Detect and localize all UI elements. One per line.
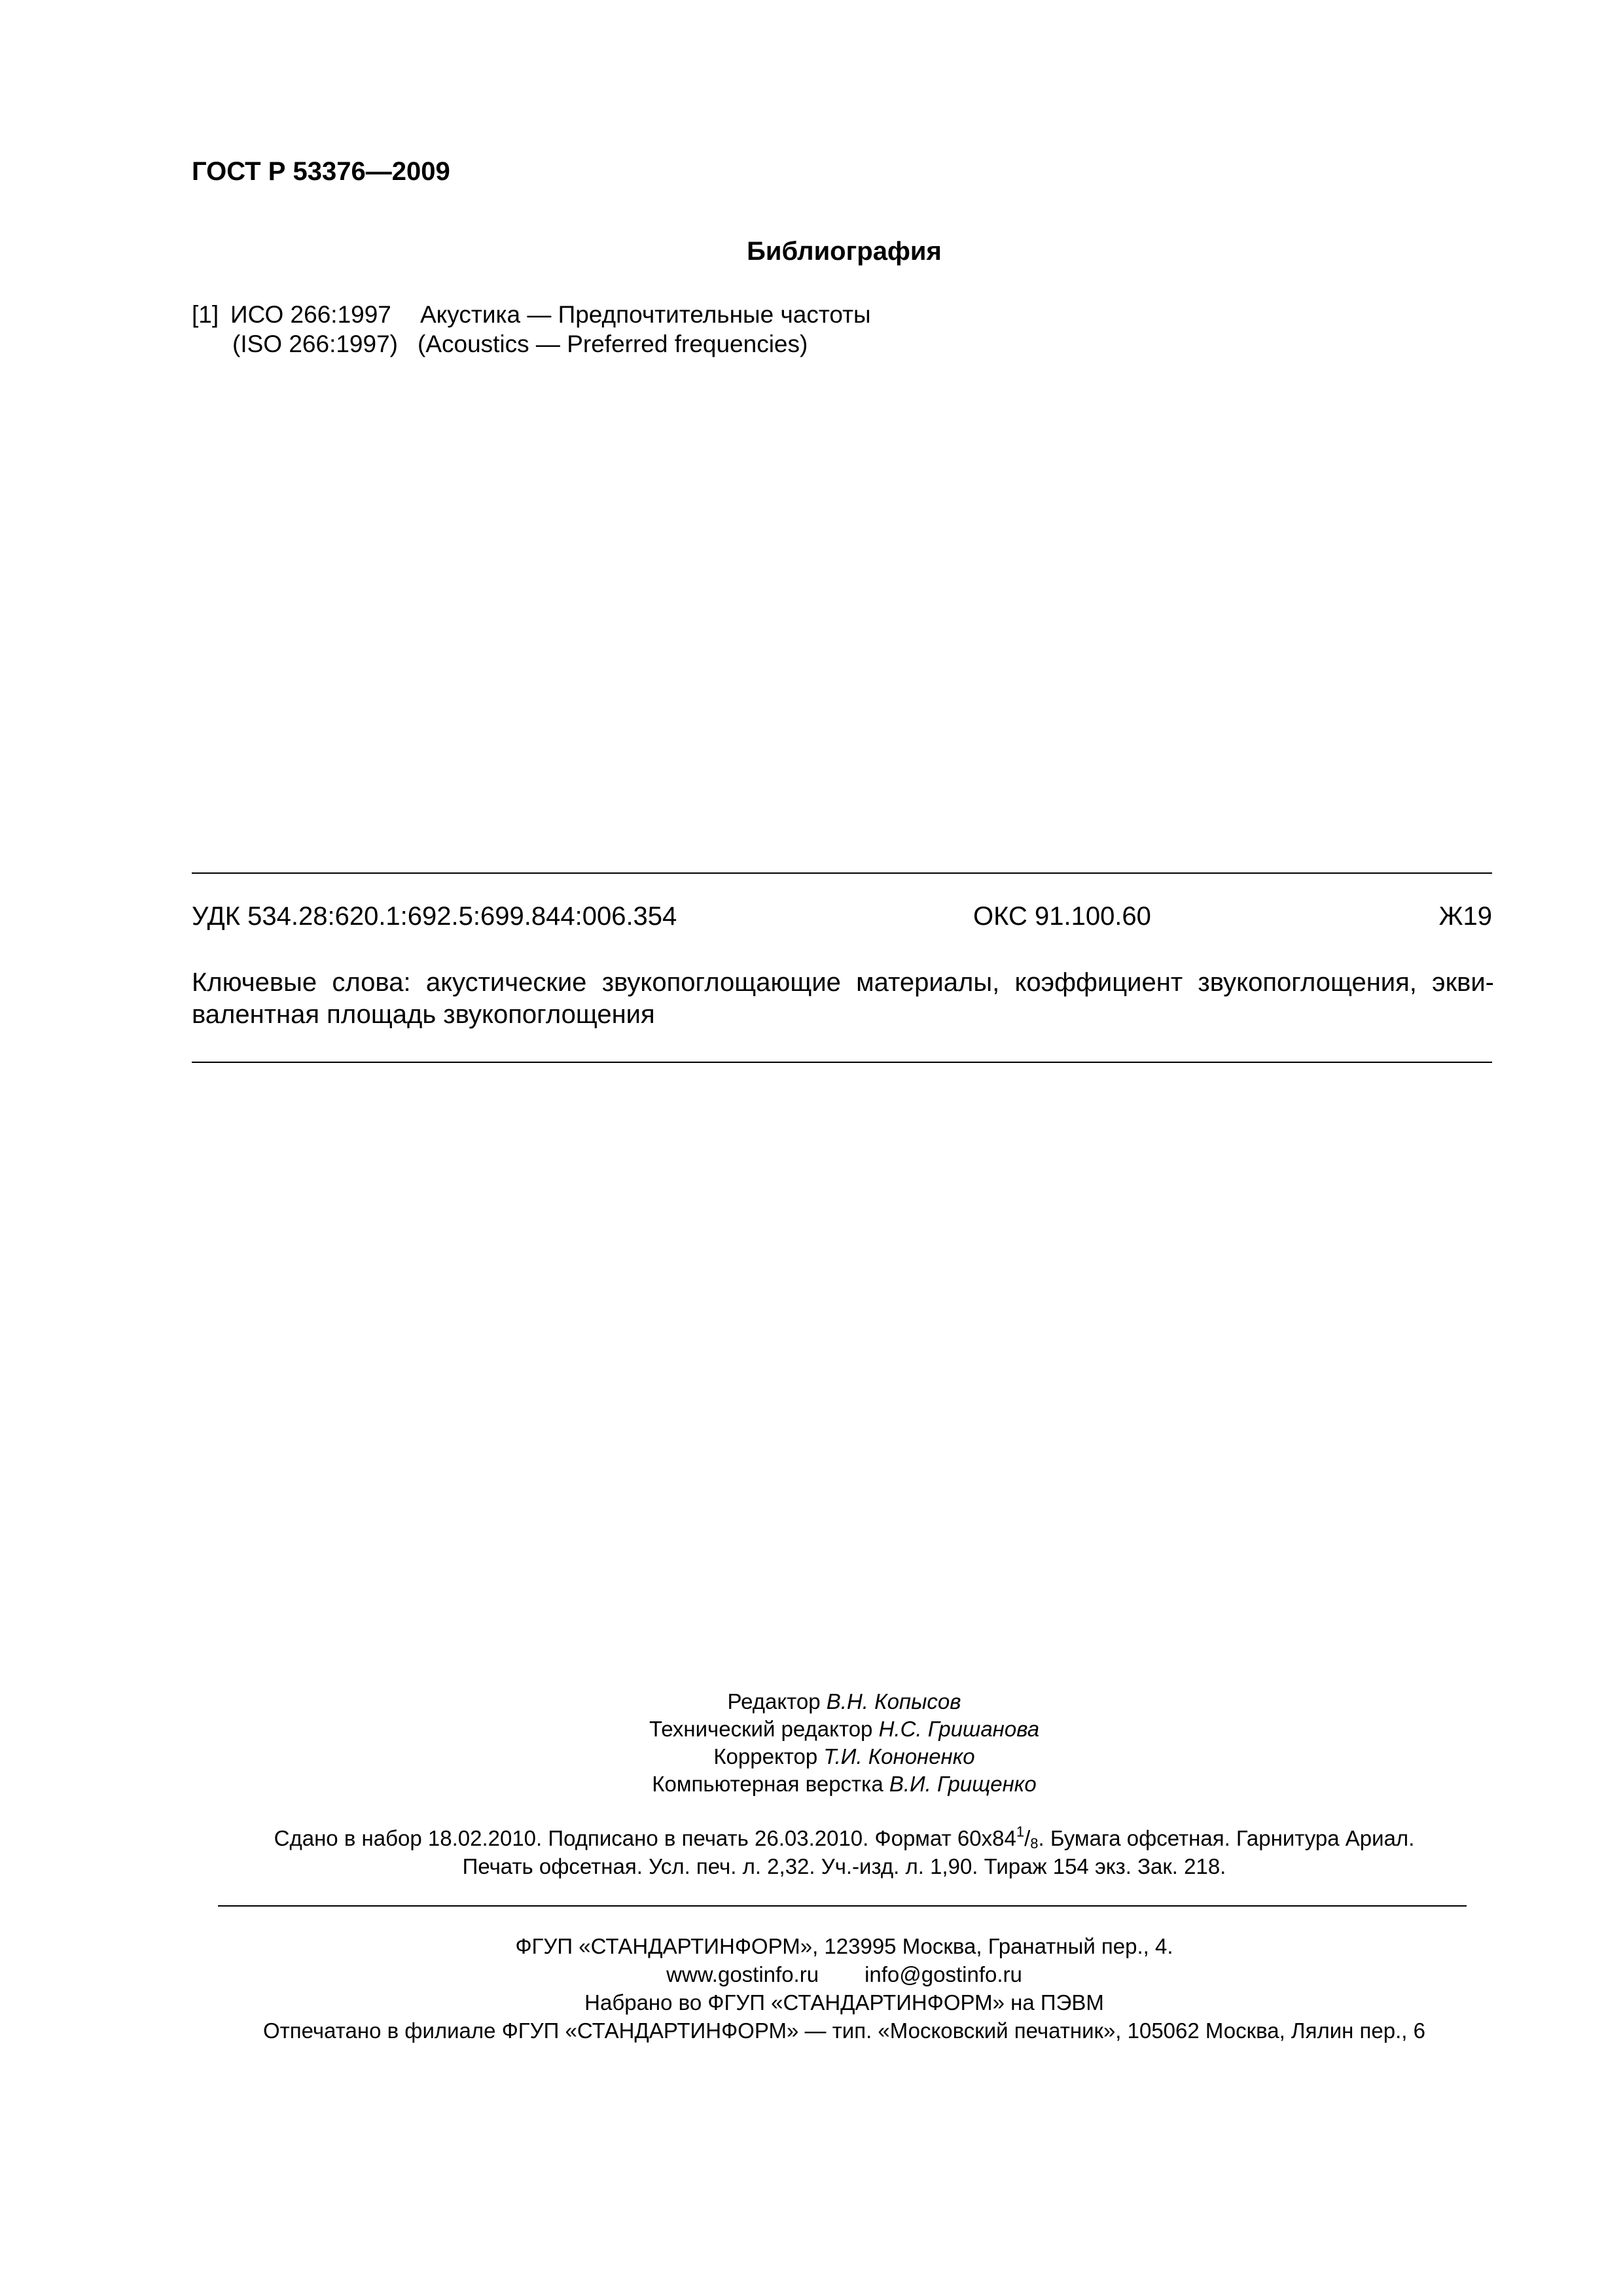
credit-name: В.И. Грищенко xyxy=(889,1772,1037,1796)
bibliography-entry-standard: ИСО 266:1997 xyxy=(230,301,391,328)
print-info-text: Сдано в набор 18.02.2010. Подписано в печать 26.03.2010. Формат 60x84 xyxy=(274,1826,1016,1850)
print-info-block xyxy=(0,1824,1623,1880)
bibliography-entry-standard-original: (ISO 266:1997) xyxy=(232,331,398,357)
imprint-typeset: Набрано во ФГУП «СТАНДАРТИНФОРМ» на ПЭВМ xyxy=(584,1990,1104,2015)
imprint-email: info@gostinfo.ru xyxy=(865,1962,1022,1986)
credit-name: Н.С. Гришанова xyxy=(878,1717,1040,1741)
imprint-printed: Отпечатано в филиале ФГУП «СТАНДАРТИНФОРМ» — тип. «Московский печатник», 105062 Москва, Лялин пер., 6 xyxy=(263,2018,1425,2043)
imprint-divider xyxy=(218,1905,1467,1907)
keywords-line-2: валентная площадь звукопоглощения xyxy=(192,1000,655,1029)
credit-role: Корректор xyxy=(713,1744,824,1768)
keywords-block xyxy=(192,967,1494,1031)
imprint-contacts xyxy=(0,1960,1623,1988)
credit-name: В.Н. Копысов xyxy=(826,1689,961,1713)
credit-name: Т.И. Кононенко xyxy=(823,1744,975,1768)
print-info-text: . Бумага офсетная. Гарнитура Ариал. xyxy=(1038,1826,1415,1850)
credit-proofreader xyxy=(0,1743,1623,1770)
classification-top-divider xyxy=(192,872,1492,874)
format-subscript: 8 xyxy=(1030,1835,1039,1852)
format-superscript: 1 xyxy=(1016,1823,1025,1840)
credit-role: Компьютерная верстка xyxy=(652,1772,889,1796)
udk-code: УДК 534.28:620.1:692.5:699.844:006.354 xyxy=(192,902,677,931)
bibliography-entry-title: Акустика — Предпочтительные частоты xyxy=(420,301,871,328)
keywords-line-1: Ключевые слова: акустические звукопоглощающие материалы, коэффициент звукопоглощения, экви- xyxy=(192,968,1494,997)
bibliography-title: Библиография xyxy=(747,237,942,266)
classification-code: Ж19 xyxy=(1438,902,1492,931)
credit-role: Редактор xyxy=(727,1689,827,1713)
imprint-website: www.gostinfo.ru xyxy=(666,1962,819,1986)
bibliography-entry-title-original: (Acoustics — Preferred frequencies) xyxy=(418,331,808,357)
imprint-block xyxy=(0,1932,1623,2045)
oks-code: ОКС 91.100.60 xyxy=(973,902,1151,931)
print-info-line-1: Сдано в набор 18.02.2010. Подписано в печать 26.03.2010. Формат $60x84^1/_8$. Бумага офсетная. Гарнитура Ариал. xyxy=(274,1823,1415,1852)
classification-bottom-divider xyxy=(192,1062,1492,1063)
imprint-publisher: ФГУП «СТАНДАРТИНФОРМ», 123995 Москва, Гранатный пер., 4. xyxy=(515,1934,1173,1958)
print-info-line-2: Печать офсетная. Усл. печ. л. 2,32. Уч.-изд. л. 1,90. Тираж 154 экз. Зак. 218. xyxy=(462,1854,1226,1878)
credit-role: Технический редактор xyxy=(649,1717,879,1741)
document-code: ГОСТ Р 53376—2009 xyxy=(192,157,450,186)
credits-block xyxy=(0,1688,1623,1798)
credit-editor xyxy=(0,1688,1623,1715)
bibliography-entry-number: [1] xyxy=(192,301,219,328)
credit-layout xyxy=(0,1770,1623,1798)
credit-technical-editor xyxy=(0,1715,1623,1743)
